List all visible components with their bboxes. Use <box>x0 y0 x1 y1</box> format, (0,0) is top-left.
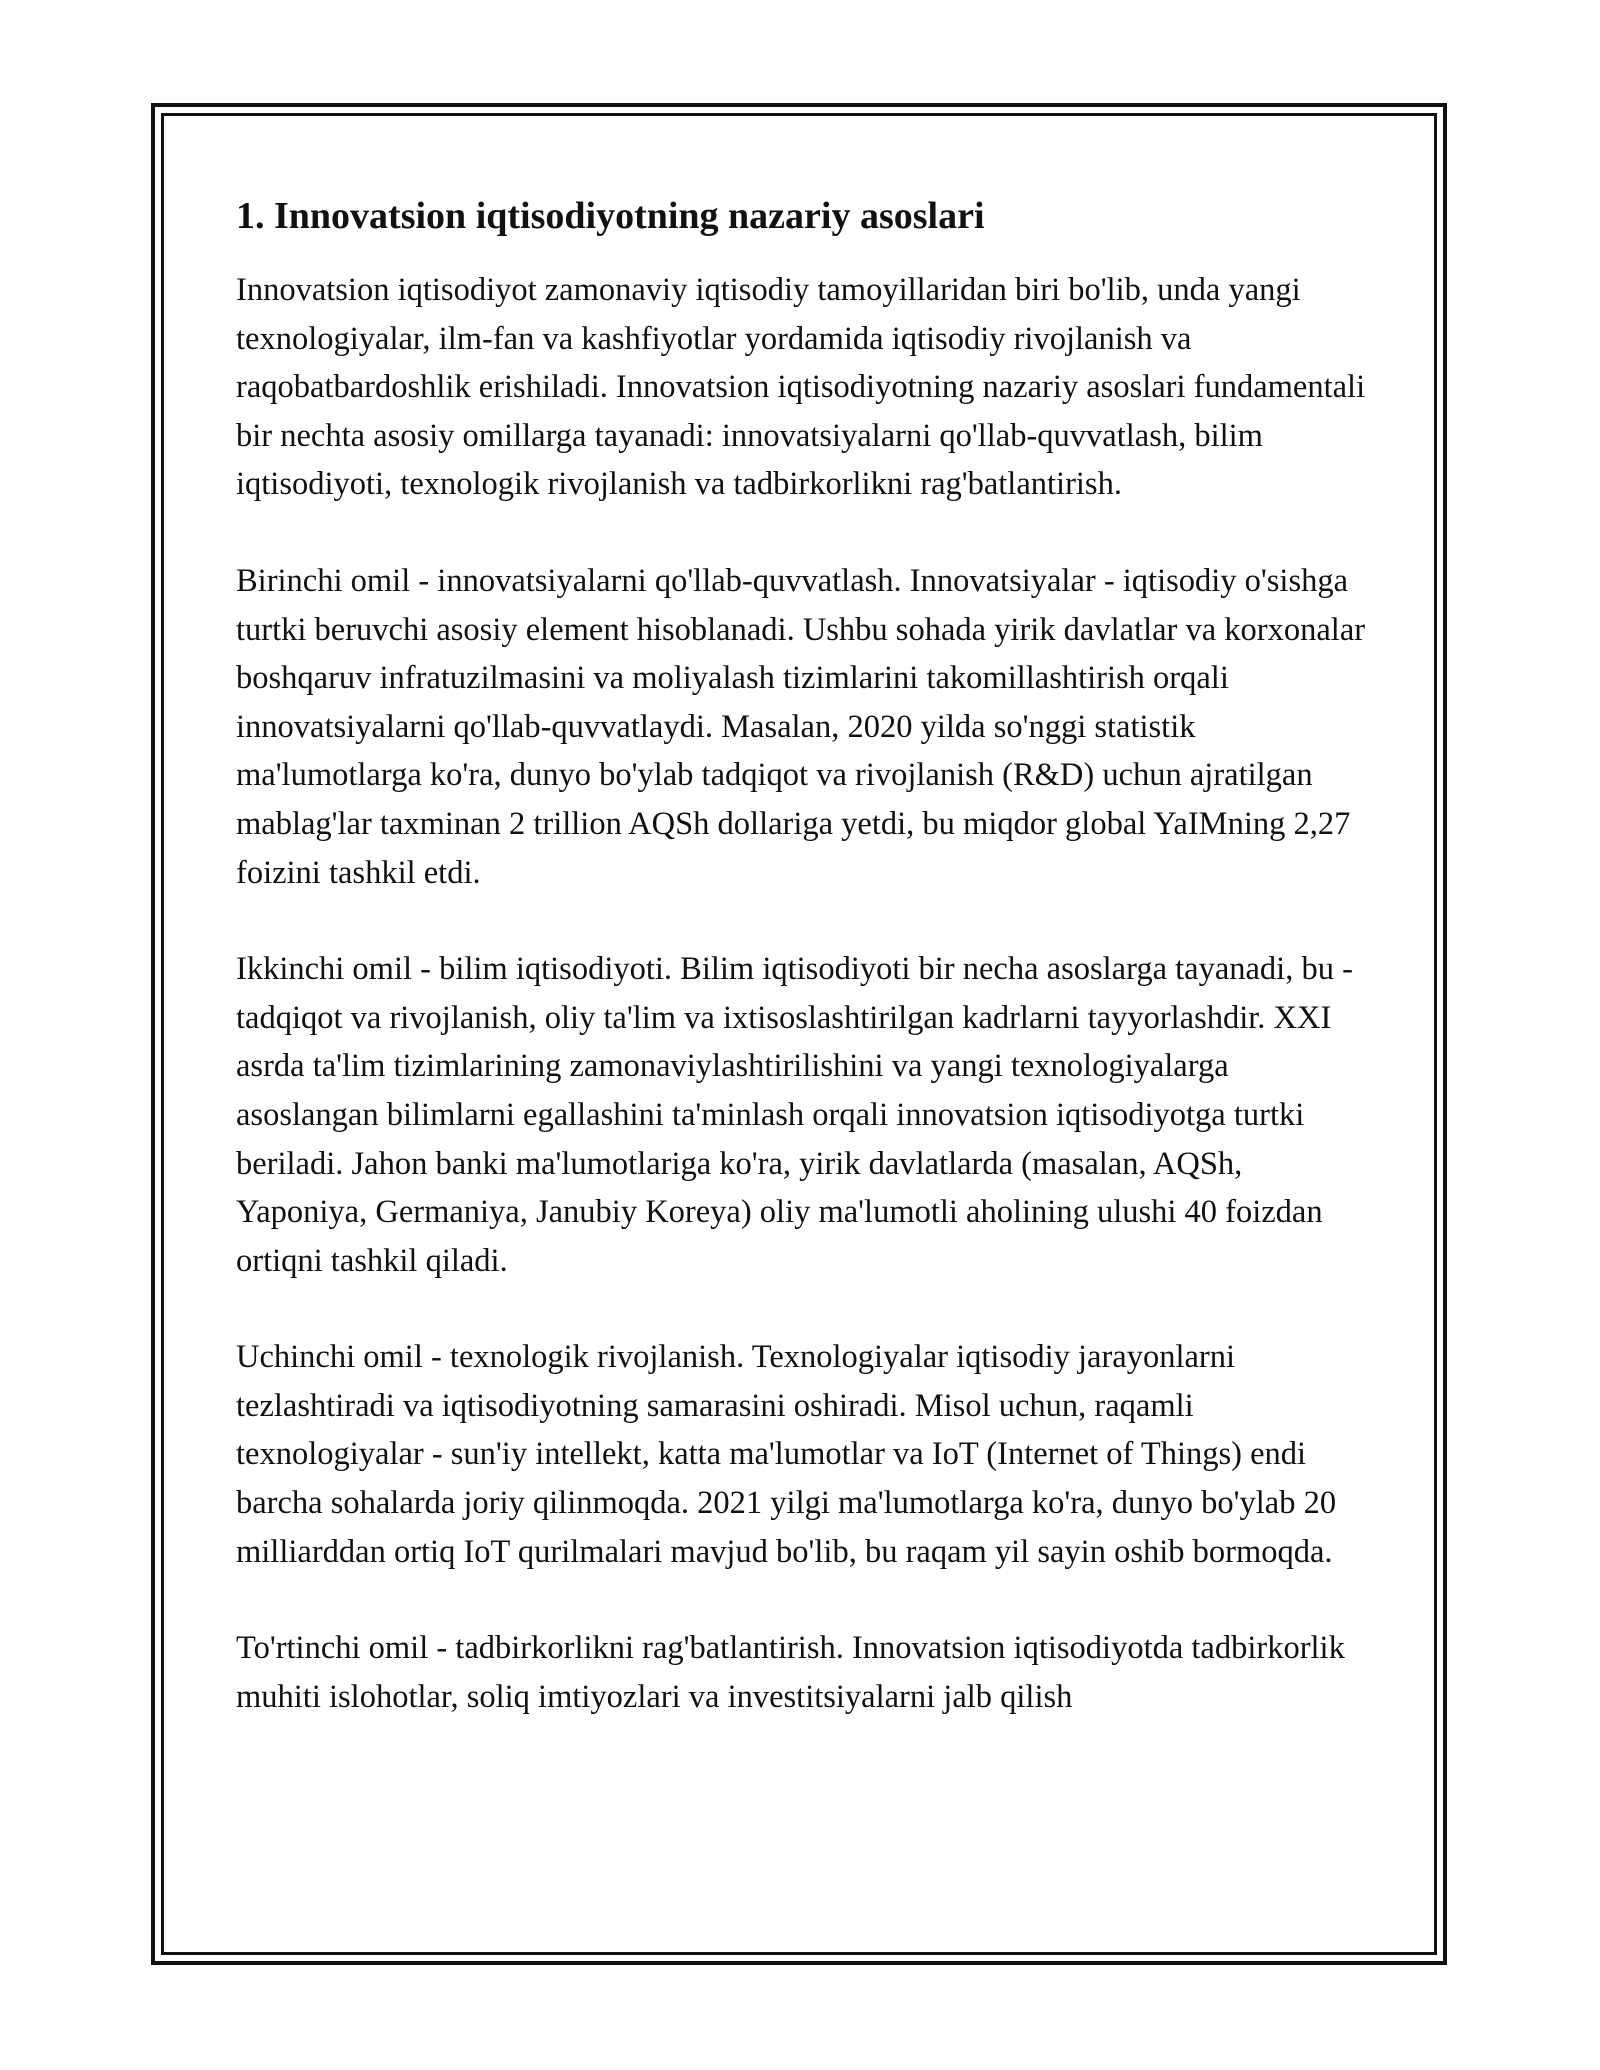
paragraph-third-factor: Uchinchi omil - texnologik rivojlanish. Texnologiyalar iqtisodiy jarayonlarni tezlashtiradi va iqtisodiyotning samarasini oshiradi. Misol uchun, raqamli texnologiyalar - sun'iy intellekt, katta ma'lumotlar va IoT (Internet of Things) endi barcha sohalarda joriy qilinmoqda. 2021 yilgi ma'lumotlarga ko'ra, dunyo bo'ylab 20 milliarddan ortiq IoT qurilmalari mavjud bo'lib, bu raqam yil sayin oshib bormoqda. <box>236 1339 1337 1570</box>
document-body <box>236 188 1376 1721</box>
paragraph-second-factor: Ikkinchi omil - bilim iqtisodiyoti. Bilim iqtisodiyoti bir necha asoslarga tayanadi, bu - tadqiqot va rivojlanish, oliy ta'lim va ixtisoslashtirilgan kadrlarni tayyorlashdir. XXI asrda ta'lim tizimlarining zamonaviylashtirilishini va yangi texnologiyalarga asoslangan bilimlarni egallashini ta'minlash orqali innovatsion iqtisodiyotga turtki beriladi. Jahon banki ma'lumotlariga ko'ra, yirik davlatlarda (masalan, AQSh, Yaponiya, Germaniya, Janubiy Koreya) oliy ma'lumotli aholining ulushi 40 foizdan ortiqni tashkil qiladi. <box>236 951 1353 1279</box>
paragraph-intro: Innovatsion iqtisodiyot zamonaviy iqtisodiy tamoyillaridan biri bo'lib, unda yangi texnologiyalar, ilm-fan va kashfiyotlar yordamida iqtisodiy rivojlanish va raqobatbardoshlik erishiladi. Innovatsion iqtisodiyotning nazariy asoslari fundamentali bir nechta asosiy omillarga tayanadi: innovatsiyalarni qo'llab-quvvatlash, bilim iqtisodiyoti, texnologik rivojlanish va tadbirkorlikni rag'batlantirish. <box>236 272 1366 503</box>
paragraph-first-factor: Birinchi omil - innovatsiyalarni qo'llab-quvvatlash. Innovatsiyalar - iqtisodiy o'sishga turtki beruvchi asosiy element hisoblanadi. Ushbu sohada yirik davlatlar va korxonalar boshqaruv infratuzilmasini va moliyalash tizimlarini takomillashtirish orqali innovatsiyalarni qo'llab-quvvatlaydi. Masalan, 2020 yilda so'nggi statistik ma'lumotlarga ko'ra, dunyo bo'ylab tadqiqot va rivojlanish (R&D) uchun ajratilgan mablag'lar taxminan 2 trillion AQSh dollariga yetdi, bu miqdor global YaIMning 2,27 foizini tashkil etdi. <box>236 562 1366 891</box>
paragraph-fourth-factor: To'rtinchi omil - tadbirkorlikni rag'batlantirish. Innovatsion iqtisodiyotda tadbirkorlik muhiti islohotlar, soliq imtiyozlari va investitsiyalarni jalb qilish <box>236 1630 1345 1715</box>
section-heading: 1. Innovatsion iqtisodiyotning nazariy asoslari <box>236 195 985 237</box>
